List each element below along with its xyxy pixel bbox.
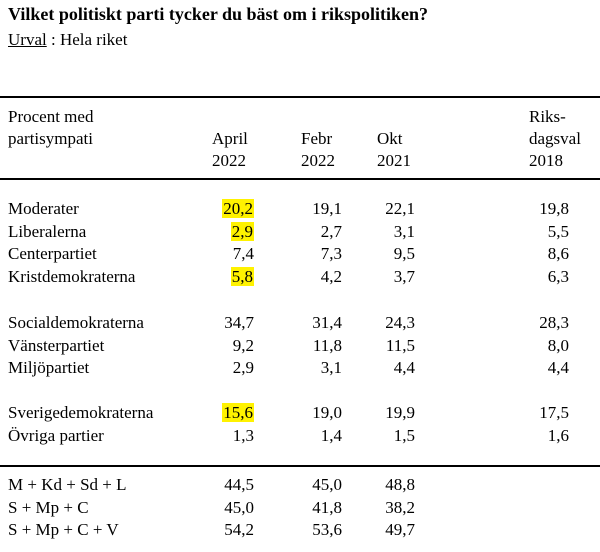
value-okt-2021: 24,3 [385,313,415,332]
party-name: Kristdemokraterna [8,266,136,286]
value-okt-2021: 9,5 [393,244,415,263]
header-col-april [212,128,248,172]
subtitle-label: Urval [8,30,47,49]
header-col-febr-line1: Febr [301,129,333,148]
value-april-2022 [233,335,254,357]
value-febr-2022: 4,2 [320,266,342,286]
subtitle-value: : Hela riket [46,30,128,49]
block-value-april-2022: 54,2 [224,520,254,539]
table-row [0,198,600,220]
block-label: S + Mp + C + V [8,520,119,539]
value-april-2022-text: 20,2 [223,199,253,218]
header-row-label [8,106,93,150]
block-label: M + Kd + Sd + L [8,475,127,494]
value-riksdagsval-2018: 6,3 [547,266,569,286]
block-value-okt-2021: 49,7 [385,520,415,539]
header-col-april-line2: 2022 [212,151,246,170]
party-name: Övriga partier [8,425,104,445]
party-name: Liberalerna [8,221,87,241]
value-febr-2022: 31,4 [312,313,342,332]
value-febr-2022: 19,1 [312,199,342,218]
value-okt-2021: 11,5 [385,335,415,355]
header-col-riksdagsval-line2: dagsval [529,129,581,148]
block-value-okt-2021: 48,8 [385,475,415,494]
table-row [0,425,600,447]
page-title: Vilket politiskt parti tycker du bäst om i rikspolitiken? [8,4,429,24]
value-riksdagsval-2018: 8,6 [547,244,569,263]
header-row-label-line1: Procent med [8,107,94,126]
party-name: Vänsterpartiet [8,335,105,355]
block-value-april-2022: 45,0 [224,497,254,517]
block-value-febr-2022: 53,6 [312,520,342,539]
party-name: Sverigedemokraterna [8,403,154,422]
party-name: Miljöpartiet [8,358,90,377]
top-rule [0,96,600,98]
value-april-2022 [233,243,254,265]
value-riksdagsval-2018: 28,3 [539,313,569,332]
value-april-2022 [222,198,254,220]
value-okt-2021: 1,5 [393,425,415,445]
value-april-2022 [222,402,254,424]
value-febr-2022: 19,0 [312,403,342,422]
header-col-riksdagsval [529,106,581,172]
block-value-febr-2022: 41,8 [312,497,342,517]
table-row [0,266,600,288]
value-april-2022-text: 1,3 [232,425,254,445]
value-april-2022 [233,357,254,379]
value-april-2022 [233,425,254,447]
value-okt-2021: 19,9 [385,403,415,422]
header-col-okt [377,128,411,172]
value-april-2022 [224,312,254,334]
value-april-2022-text: 7,4 [232,244,254,263]
header-col-riksdagsval-line1: Riks- [529,107,566,126]
header-row-label-line2: partisympati [8,129,93,148]
table-row [0,221,600,243]
value-okt-2021: 3,7 [393,266,415,286]
block-row [0,497,600,519]
block-value-okt-2021: 38,2 [385,497,415,517]
party-name: Socialdemokraterna [8,313,144,332]
value-febr-2022: 1,4 [320,425,342,445]
value-riksdagsval-2018: 8,0 [547,335,569,355]
header-rule [0,178,600,180]
party-name: Moderater [8,199,79,218]
value-april-2022-text: 5,8 [231,266,253,286]
block-label: S + Mp + C [8,497,89,517]
header-col-febr-line2: 2022 [301,151,335,170]
value-febr-2022: 7,3 [320,244,342,263]
value-riksdagsval-2018: 5,5 [547,221,569,241]
table-row [0,312,600,334]
header-col-riksdagsval-line3: 2018 [529,151,563,170]
value-riksdagsval-2018: 17,5 [539,403,569,422]
value-okt-2021: 4,4 [393,358,415,377]
table-row [0,357,600,379]
block-row [0,519,600,541]
block-row [0,474,600,496]
party-name: Centerpartiet [8,244,97,263]
value-riksdagsval-2018: 4,4 [547,358,569,377]
block-value-febr-2022: 45,0 [312,475,342,494]
value-april-2022-text: 9,2 [232,335,254,355]
block-rule [0,465,600,467]
value-april-2022-text: 2,9 [231,221,253,241]
value-april-2022 [231,266,254,288]
value-febr-2022: 11,8 [312,335,342,355]
table-row [0,335,600,357]
header-col-okt-line1: Okt [377,129,403,148]
table-row [0,402,600,424]
value-riksdagsval-2018: 1,6 [547,425,569,445]
header-col-april-line1: April [212,129,248,148]
value-okt-2021: 3,1 [393,221,415,241]
header-col-okt-line2: 2021 [377,151,411,170]
value-april-2022-text: 2,9 [232,358,254,377]
value-febr-2022: 2,7 [320,221,342,241]
value-riksdagsval-2018: 19,8 [539,199,569,218]
value-febr-2022: 3,1 [320,358,342,377]
value-april-2022 [231,221,254,243]
value-april-2022-text: 15,6 [223,403,253,422]
block-value-april-2022: 44,5 [224,475,254,494]
subtitle [8,30,127,50]
value-april-2022-text: 34,7 [224,313,254,332]
table-row [0,243,600,265]
value-okt-2021: 22,1 [385,199,415,218]
header-col-febr [301,128,335,172]
